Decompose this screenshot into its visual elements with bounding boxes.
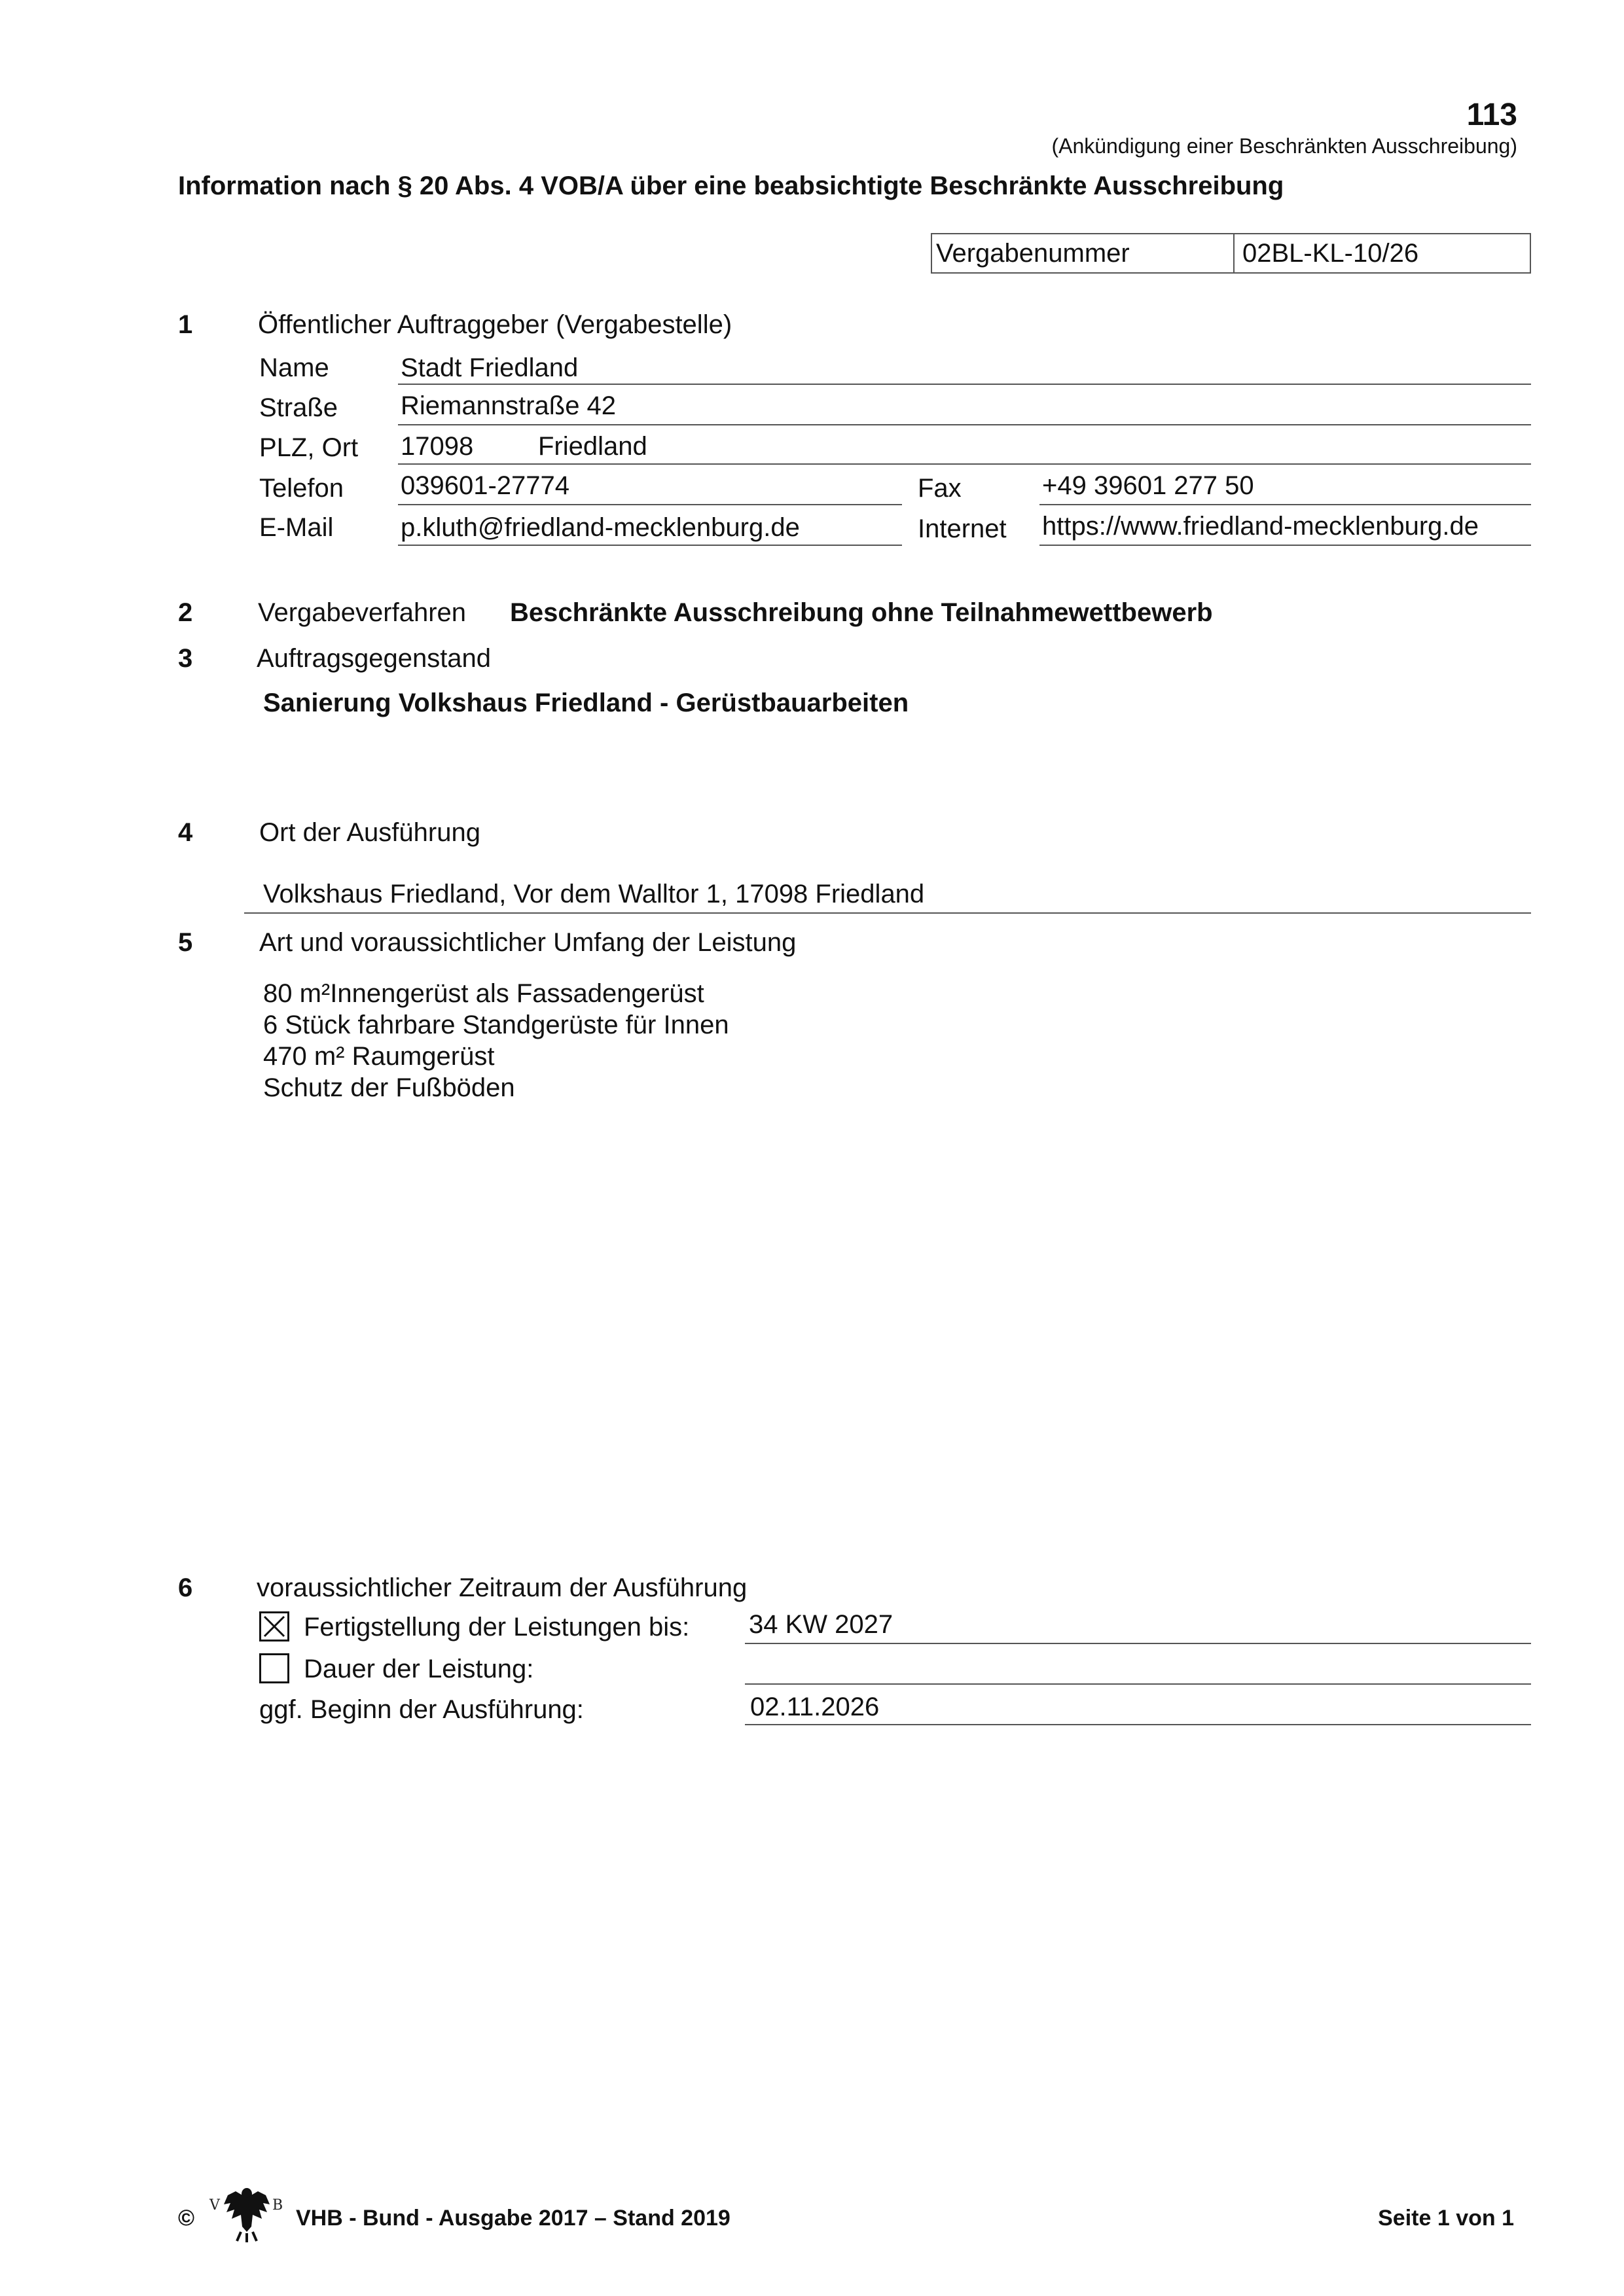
internet-label: Internet [918,514,1007,543]
vergabenummer-value: 02BL-KL-10/26 [1242,239,1419,268]
internet-field: https://www.friedland-mecklenburg.de [1042,512,1479,541]
vergabenummer-label: Vergabenummer [936,239,1130,268]
beginn-value: 02.11.2026 [750,1693,880,1721]
page-number: Seite 1 von 1 [1378,2206,1514,2231]
strasse-field: Riemannstraße 42 [401,391,617,420]
dauer-checkbox[interactable] [259,1653,289,1683]
telefon-label: Telefon [259,474,344,503]
form-number: 113 [1466,98,1517,132]
ausfuehrungsort-label: Ort der Ausführung [259,818,480,847]
leistung-label: Art und voraussichtlicher Umfang der Leistung [259,928,797,957]
section-2-number: 2 [178,598,193,627]
leistung-line: 80 m²Innengerüst als Fassadengerüst [263,979,704,1008]
auftragsgegenstand-value: Sanierung Volkshaus Friedland - Gerüstbauarbeiten [263,689,909,717]
email-label: E-Mail [259,513,334,542]
section-1-number: 1 [178,310,193,339]
strasse-label: Straße [259,393,338,422]
document-title: Information nach § 20 Abs. 4 VOB/A über eine beabsichtigte Beschränkte Ausschreibung [178,171,1284,200]
fertigstellung-checkbox[interactable] [259,1611,289,1641]
vergabenummer-box [931,233,1531,274]
checkmark-x-icon [261,1613,287,1640]
svg-text:V: V [209,2197,220,2214]
fertigstellung-value: 34 KW 2027 [749,1610,893,1639]
auftragsgegenstand-label: Auftragsgegenstand [257,644,492,673]
copyright-symbol: © [178,2206,195,2231]
svg-text:B: B [272,2197,283,2214]
dauer-label: Dauer der Leistung: [304,1655,534,1683]
section-5-number: 5 [178,928,193,957]
vergabeverfahren-label: Vergabeverfahren [258,598,467,627]
plz-ort-label: PLZ, Ort [259,433,359,462]
eagle-icon [208,2183,285,2244]
fax-field: +49 39601 277 50 [1042,471,1254,500]
leistung-line: 470 m² Raumgerüst [263,1042,495,1071]
fertigstellung-label: Fertigstellung der Leistungen bis: [304,1613,690,1641]
name-label: Name [259,353,329,382]
telefon-field: 039601-27774 [401,471,570,500]
vergabeverfahren-value: Beschränkte Ausschreibung ohne Teilnahmewettbewerb [510,598,1213,627]
leistung-line: 6 Stück fahrbare Standgerüste für Innen [263,1011,729,1039]
ort-field: Friedland [538,432,647,461]
zeitraum-label: voraussichtlicher Zeitraum der Ausführung [257,1573,748,1602]
section-3-number: 3 [178,644,193,673]
section-4-number: 4 [178,818,193,847]
fax-label: Fax [918,474,962,503]
leistung-line: Schutz der Fußböden [263,1073,515,1102]
name-field: Stadt Friedland [401,353,579,382]
ausfuehrungsort-value: Volkshaus Friedland, Vor dem Walltor 1, 17098 Friedland [263,880,925,908]
form-subtitle: (Ankündigung einer Beschränkten Ausschreibung) [1051,134,1517,158]
section-6-number: 6 [178,1573,193,1602]
plz-field: 17098 [401,432,474,461]
email-field: p.kluth@friedland-mecklenburg.de [401,513,800,542]
beginn-label: ggf. Beginn der Ausführung: [259,1695,584,1724]
footer-edition: VHB - Bund - Ausgabe 2017 – Stand 2019 [296,2206,731,2231]
section-1-heading: Öffentlicher Auftraggeber (Vergabestelle) [258,310,732,339]
federal-eagle-logo [208,2183,285,2244]
